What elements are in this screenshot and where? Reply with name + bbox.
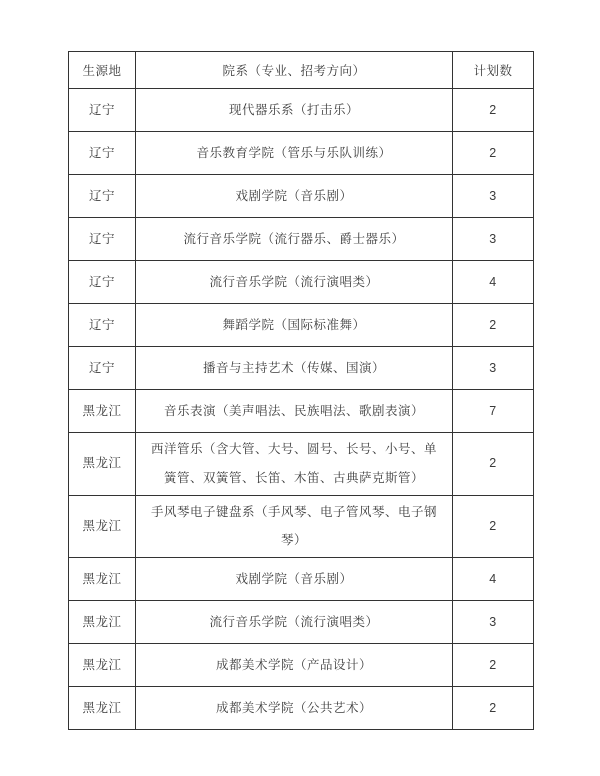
table-row <box>69 261 534 304</box>
table-row <box>69 433 534 496</box>
header-department: 院系（专业、招考方向） <box>136 52 453 89</box>
table-row <box>69 89 534 132</box>
cell-origin: 黑龙江 <box>69 433 136 496</box>
cell-plan-count: 2 <box>453 644 534 687</box>
cell-department: 戏剧学院（音乐剧） <box>136 558 453 601</box>
table-body <box>69 89 534 730</box>
cell-plan-count: 4 <box>453 558 534 601</box>
header-origin: 生源地 <box>69 52 136 89</box>
cell-plan-count: 3 <box>453 601 534 644</box>
cell-plan-count: 2 <box>453 89 534 132</box>
cell-department: 成都美术学院（产品设计） <box>136 644 453 687</box>
cell-origin: 辽宁 <box>69 261 136 304</box>
cell-plan-count: 2 <box>453 433 534 496</box>
cell-plan-count: 4 <box>453 261 534 304</box>
cell-origin: 辽宁 <box>69 347 136 390</box>
table-row <box>69 175 534 218</box>
cell-origin: 辽宁 <box>69 132 136 175</box>
cell-plan-count: 2 <box>453 687 534 730</box>
cell-department: 音乐表演（美声唱法、民族唱法、歌剧表演） <box>136 390 453 433</box>
table-header <box>69 52 534 89</box>
header-plan-count: 计划数 <box>453 52 534 89</box>
cell-origin: 黑龙江 <box>69 390 136 433</box>
cell-origin: 辽宁 <box>69 304 136 347</box>
table-row <box>69 687 534 730</box>
cell-department: 流行音乐学院（流行演唱类） <box>136 261 453 304</box>
cell-origin: 辽宁 <box>69 89 136 132</box>
cell-origin: 辽宁 <box>69 175 136 218</box>
table-row <box>69 132 534 175</box>
table-row <box>69 558 534 601</box>
admission-plan-table <box>68 51 534 730</box>
cell-department: 西洋管乐（含大管、大号、圆号、长号、小号、单簧管、双簧管、长笛、木笛、古典萨克斯管） <box>136 433 453 496</box>
table-row <box>69 304 534 347</box>
cell-department: 手风琴电子键盘系（手风琴、电子管风琴、电子钢琴） <box>136 495 453 558</box>
cell-plan-count: 2 <box>453 132 534 175</box>
cell-department: 现代器乐系（打击乐） <box>136 89 453 132</box>
table-row <box>69 644 534 687</box>
cell-department: 音乐教育学院（管乐与乐队训练） <box>136 132 453 175</box>
cell-department: 播音与主持艺术（传媒、国演） <box>136 347 453 390</box>
cell-origin: 黑龙江 <box>69 687 136 730</box>
table-row <box>69 601 534 644</box>
cell-plan-count: 3 <box>453 347 534 390</box>
cell-origin: 黑龙江 <box>69 495 136 558</box>
header-row <box>69 52 534 89</box>
cell-plan-count: 2 <box>453 495 534 558</box>
table-row <box>69 390 534 433</box>
cell-origin: 黑龙江 <box>69 558 136 601</box>
cell-origin: 辽宁 <box>69 218 136 261</box>
table-row <box>69 218 534 261</box>
table-row <box>69 347 534 390</box>
table-row <box>69 495 534 558</box>
cell-plan-count: 7 <box>453 390 534 433</box>
cell-department: 流行音乐学院（流行演唱类） <box>136 601 453 644</box>
cell-department: 戏剧学院（音乐剧） <box>136 175 453 218</box>
cell-department: 成都美术学院（公共艺术） <box>136 687 453 730</box>
cell-plan-count: 3 <box>453 218 534 261</box>
cell-department: 舞蹈学院（国际标准舞） <box>136 304 453 347</box>
cell-plan-count: 3 <box>453 175 534 218</box>
cell-origin: 黑龙江 <box>69 601 136 644</box>
cell-origin: 黑龙江 <box>69 644 136 687</box>
cell-department: 流行音乐学院（流行器乐、爵士器乐） <box>136 218 453 261</box>
cell-plan-count: 2 <box>453 304 534 347</box>
